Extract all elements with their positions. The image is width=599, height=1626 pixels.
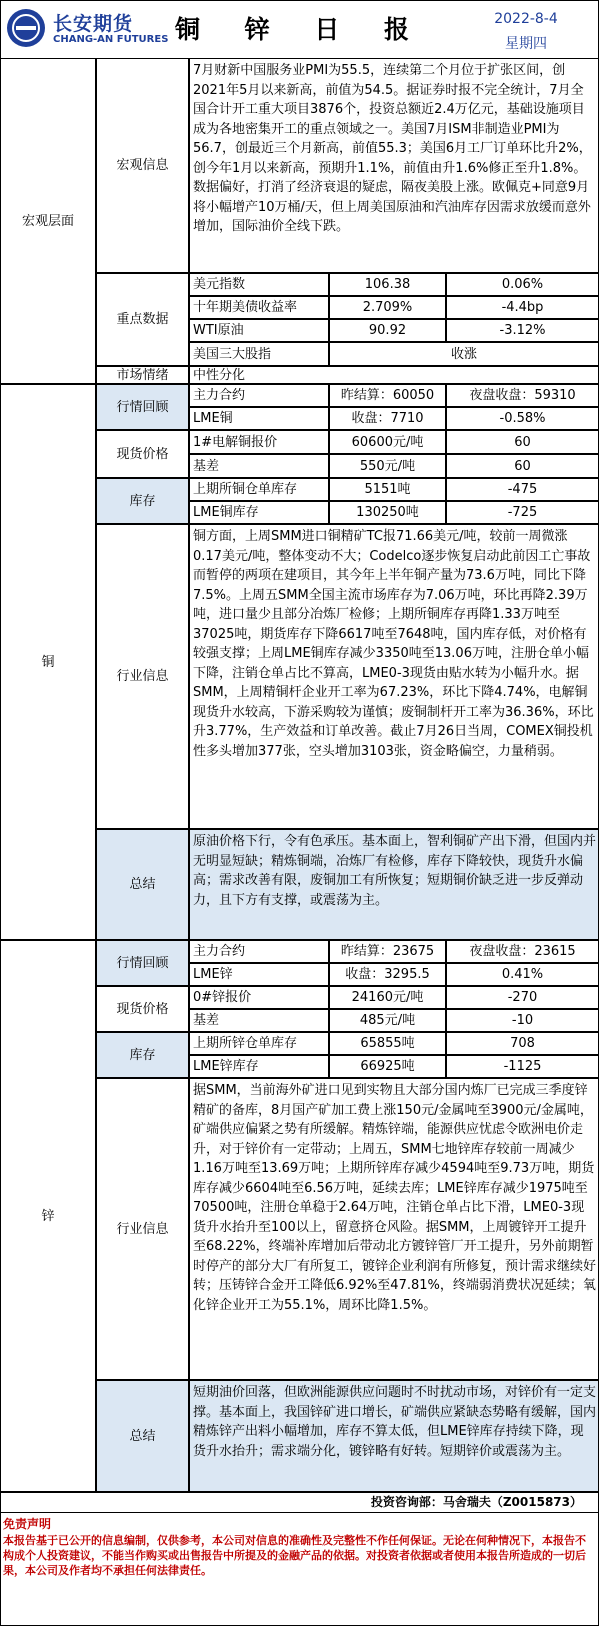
report-weekday: 星期四 bbox=[505, 36, 547, 52]
copper-spot-cell: 60 bbox=[446, 454, 599, 478]
zinc-stock-label: 库存 bbox=[96, 1032, 189, 1078]
zinc-spot-cell: -270 bbox=[446, 986, 599, 1009]
copper-stock-cell: 5151吨 bbox=[329, 478, 446, 501]
copper-review-cell: -0.58% bbox=[446, 407, 599, 430]
brand-name-cn: 长安期货 bbox=[53, 13, 134, 35]
zinc-stock-cell: 708 bbox=[446, 1032, 599, 1055]
key-data-change: 0.06% bbox=[446, 273, 599, 296]
zinc-spot-label: 现货价格 bbox=[96, 986, 189, 1032]
key-data-name: 美国三大股指 bbox=[189, 342, 329, 366]
macro-key-label: 重点数据 bbox=[96, 273, 189, 366]
key-data-value: 106.38 bbox=[329, 273, 446, 296]
zinc-spot-cell: 24160元/吨 bbox=[329, 986, 446, 1009]
zinc-spot-cell: 0#锌报价 bbox=[189, 986, 329, 1009]
copper-review-cell: LME铜 bbox=[189, 407, 329, 430]
copper-stock-cell: LME铜库存 bbox=[189, 501, 329, 524]
zinc-stock-cell: LME锌库存 bbox=[189, 1055, 329, 1078]
report-title: 铜 锌 日 报 bbox=[174, 15, 428, 44]
zinc-review-cell: LME锌 bbox=[189, 963, 329, 986]
zinc-summary-text: 短期油价回落，但欧洲能源供应问题时不时扰动市场，对锌价有一定支撑。基本面上，我国锌矿进口增长，矿端供应紧缺态势略有缓解，国内精炼锌产出料小幅增加，库存不算太低，但LME锌库存持续下降，现货升水抬升；需求端分化，镀锌略有好转。短期锌价或震荡为主。 bbox=[189, 1380, 599, 1492]
copper-industry-text: 铜方面，上周SMM进口铜精矿TC报71.66美元/吨，较前一周微涨0.17美元/吨，整体变动不大；Codelco逐步恢复启动此前因工亡事故而暂停的两项在建项目，其今年上半年铜产量为73.6万吨，同比下降7.5%。上周五SMM全国主流市场库存为7.06万吨，环比再降2.39万吨，进口量少且部分冶炼厂检修；上期所铜库存再降1.33万吨至37025吨，期货库存下降6617吨至7648吨，国内库存低，对价格有较强支撑；上周LME铜库存减少3350吨至13.06万吨，注册仓单小幅下降，注销仓单占比不算高，LME0-3现货由贴水转为小幅升水。据SMM，上周精铜杆企业开工率为67.23%，环比下降4.74%，电解铜现货升水较高，下游采购较为谨慎；废铜制杆开工率为36.36%，环比升3.77%，生产效益和订单改善。截止7月26日当周，COMEX铜投机性多头增加377张，空头增加3103张，资金略偏空，力量稍弱。 bbox=[189, 524, 599, 829]
copper-spot-cell: 基差 bbox=[189, 454, 329, 478]
section-macro: 宏观层面 bbox=[0, 58, 96, 384]
copper-spot-cell: 550元/吨 bbox=[329, 454, 446, 478]
copper-review-cell: 夜盘收盘：59310 bbox=[446, 384, 599, 407]
key-data-name: 十年期美债收益率 bbox=[189, 296, 329, 319]
zinc-review-cell: 收盘：3295.5 bbox=[329, 963, 446, 986]
zinc-industry-label: 行业信息 bbox=[96, 1078, 189, 1380]
zinc-stock-cell: 65855吨 bbox=[329, 1032, 446, 1055]
macro-info-text: 7月财新中国服务业PMI为55.5，连续第二个月位于扩张区间，创2021年5月以来新高，前值为54.5。据证券时报不完全统计，7月全国合计开工重大项目3876个，投资总额近2.4万亿元，基础设施项目成为各地密集开工的重点领域之一。美国7月ISM非制造业PMI为56.7，创最近三个月新高，前值55.3；美国6月工厂订单环比升2%，创今年1月以来新高，预期升1.1%，前值由升1.6%修正至升1.8%。数据偏好，打消了经济衰退的疑虑，隔夜美股上涨。欧佩克+同意9月将小幅增产10万桶/天，但上周美国原油和汽油库存因需求放缓而意外增加，国际油价全线下跌。 bbox=[189, 58, 599, 273]
section-zinc: 锌 bbox=[0, 940, 96, 1492]
disclaimer-title: 免责声明 bbox=[3, 1517, 52, 1531]
zinc-industry-text: 据SMM，当前海外矿进口见到实物且大部分国内炼厂已完成三季度锌精矿的备库，8月国产矿加工费上涨150元/金属吨至3900元/金属吨，矿端供应偏紧之势有所缓解。精炼锌端，能源供应忧虑令欧洲电价走升，对于锌价有一定带动；上周五，SMM七地锌库存较前一周减少1.16万吨至13.69万吨；上期所锌库存减少4594吨至9.73万吨，期货库存减少6604吨至6.56万吨，延续去库；LME锌库存减少1975吨至70500吨，注册仓单稳于2.64万吨，注销仓单占比下滑，LME0-3现货升水抬升至100以上，留意挤仓风险。据SMM，上周镀锌开工提升至68.22%，终端补库增加后带动北方镀锌管厂开工提升，另外前期暂时停产的部分大厂有所复工，镀锌企业利润有所修复，预计需求继续好转；压铸锌合金开工降低6.92%至47.81%，终端弱消费状况延续；氧化锌企业开工为55.1%，周环比降1.5%。 bbox=[189, 1078, 599, 1380]
report-date: 2022-8-4 bbox=[494, 11, 558, 27]
company-logo-icon bbox=[7, 9, 45, 47]
copper-review-label: 行情回顾 bbox=[96, 384, 189, 430]
zinc-stock-cell: 上期所锌仓单库存 bbox=[189, 1032, 329, 1055]
copper-industry-label: 行业信息 bbox=[96, 524, 189, 829]
zinc-stock-cell: -1125 bbox=[446, 1055, 599, 1078]
disclaimer-text: 本报告基于已公开的信息编制，仅供参考，本公司对信息的准确性及完整性不作任何保证。无论在何种情况下，本报告不构成个人投资建议，不能当作购买或出售报告中所提及的金融产品的依据。对投资者依据或者使用本报告所造成的一切后果，本公司及作者均不承担任何法律责任。 bbox=[3, 1534, 586, 1577]
disclaimer-box bbox=[0, 1512, 599, 1626]
section-copper: 铜 bbox=[0, 384, 96, 940]
report-header bbox=[0, 0, 599, 58]
copper-spot-cell: 60 bbox=[446, 430, 599, 454]
copper-summary-text: 原油价格下行，令有色承压。基本面上，智利铜矿产出下滑，但国内并无明显短缺；精炼铜端，冶炼厂有检修，库存下降较快，现货升水偏高；需求改善有限，废铜加工有所恢复；短期铜价缺乏进一步反弹动力，且下方有支撑，或震荡为主。 bbox=[189, 829, 599, 940]
advisor-name: 投资咨询部：马舍瑞夫（Z0015873） bbox=[370, 1495, 582, 1509]
key-data-name: 美元指数 bbox=[189, 273, 329, 296]
sentiment-value: 中性分化 bbox=[189, 366, 599, 384]
copper-stock-cell: 130250吨 bbox=[329, 501, 446, 524]
copper-stock-cell: 上期所铜仓单库存 bbox=[189, 478, 329, 501]
key-data-value: 收涨 bbox=[329, 342, 599, 366]
advisor-row bbox=[0, 1492, 599, 1512]
copper-spot-cell: 60600元/吨 bbox=[329, 430, 446, 454]
copper-stock-label: 库存 bbox=[96, 478, 189, 524]
brand-name-en: CHANG-AN FUTURES bbox=[53, 34, 169, 45]
zinc-spot-cell: 485元/吨 bbox=[329, 1009, 446, 1032]
copper-stock-cell: -725 bbox=[446, 501, 599, 524]
key-data-value: 90.92 bbox=[329, 319, 446, 342]
zinc-review-cell: 昨结算：23675 bbox=[329, 940, 446, 963]
sentiment-label: 市场情绪 bbox=[96, 366, 189, 384]
copper-review-cell: 收盘：7710 bbox=[329, 407, 446, 430]
zinc-spot-cell: 基差 bbox=[189, 1009, 329, 1032]
copper-summary-label: 总结 bbox=[96, 829, 189, 940]
copper-stock-cell: -475 bbox=[446, 478, 599, 501]
key-data-name: WTI原油 bbox=[189, 319, 329, 342]
copper-review-cell: 主力合约 bbox=[189, 384, 329, 407]
copper-spot-label: 现货价格 bbox=[96, 430, 189, 478]
zinc-stock-cell: 66925吨 bbox=[329, 1055, 446, 1078]
zinc-spot-cell: -10 bbox=[446, 1009, 599, 1032]
key-data-value: 2.709% bbox=[329, 296, 446, 319]
zinc-review-cell: 夜盘收盘：23615 bbox=[446, 940, 599, 963]
macro-info-label: 宏观信息 bbox=[96, 58, 189, 273]
zinc-review-label: 行情回顾 bbox=[96, 940, 189, 986]
zinc-review-cell: 主力合约 bbox=[189, 940, 329, 963]
key-data-change: -3.12% bbox=[446, 319, 599, 342]
copper-review-cell: 昨结算：60050 bbox=[329, 384, 446, 407]
key-data-change: -4.4bp bbox=[446, 296, 599, 319]
zinc-review-cell: 0.41% bbox=[446, 963, 599, 986]
copper-spot-cell: 1#电解铜报价 bbox=[189, 430, 329, 454]
zinc-summary-label: 总结 bbox=[96, 1380, 189, 1492]
